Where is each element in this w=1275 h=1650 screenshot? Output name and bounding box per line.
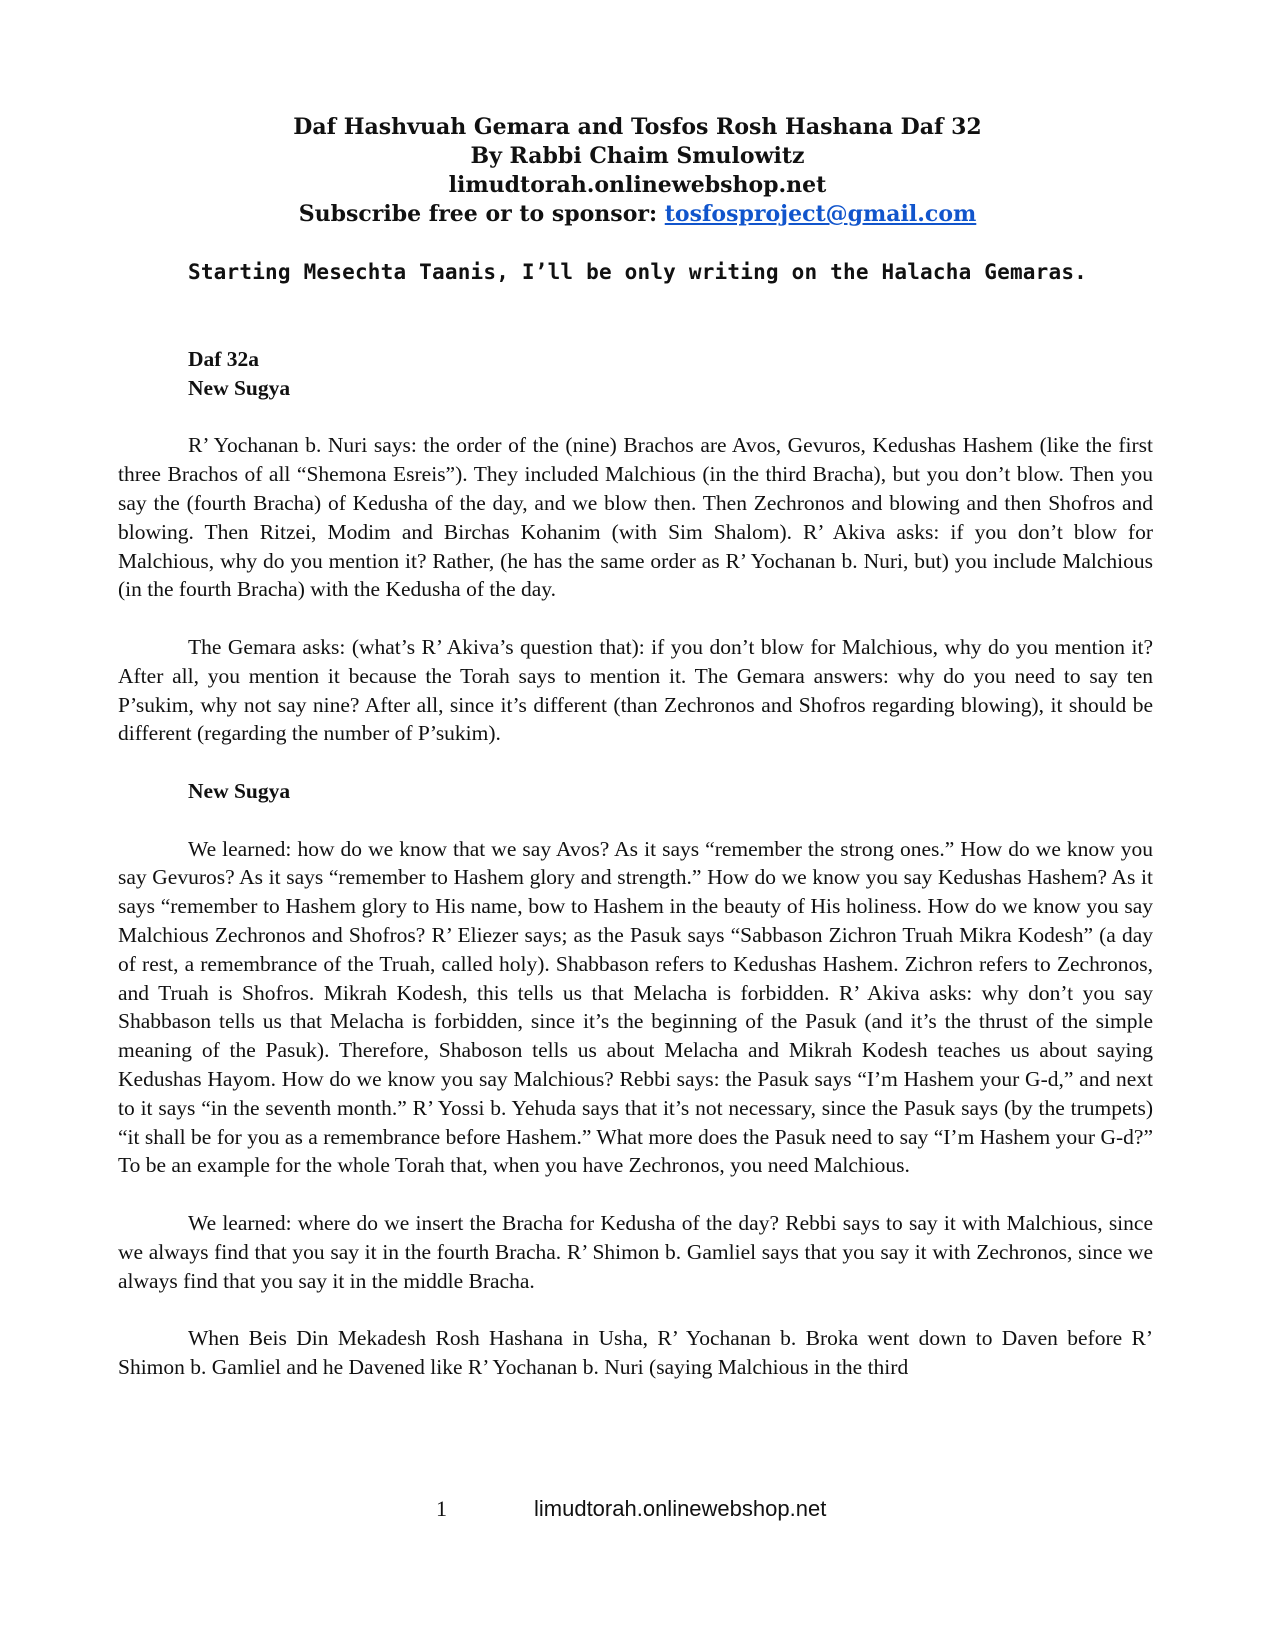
document-body	[118, 345, 1153, 1382]
author-line: By Rabbi Chaim Smulowitz	[470, 143, 805, 169]
paragraph: When Beis Din Mekadesh Rosh Hashana in Usha, R’ Yochanan b. Broka went down to Daven before R’ Shimon b. Gamliel and he Davened like R’ Yochanan b. Nuri (saying Malchious in the third	[118, 1326, 1153, 1379]
email-link[interactable]: tosfosproject@gmail.com	[664, 201, 977, 227]
section-heading: New Sugya	[188, 778, 291, 803]
notice-banner: Starting Mesechta Taanis, I’ll be only writing on the Halacha Gemaras.	[187, 260, 1087, 284]
paragraph: R’ Yochanan b. Nuri says: the order of the (nine) Brachos are Avos, Gevuros, Kedushas Hashem (like the first three Brachos of all “Shemona Esreis”). They included Malchious (in the third Bracha), but you don’t blow. Then you say the (fourth Bracha) of Kedusha of the day, and we blow then. Then Zechronos and blowing and then Shofros and blowing. Then Ritzei, Modim and Birchas Kohanim (with Sim Shalom). R’ Akiva asks: if you don’t blow for Malchious, why do you mention it? Rather, (he has the same order as R’ Yochanan b. Nuri, but) you include Malchious (in the fourth Bracha) with the Kedusha of the day.	[118, 433, 1153, 602]
paragraph: We learned: how do we know that we say Avos? As it says “remember the strong ones.” How do we know you say Gevuros? As it says “remember to Hashem glory and strength.” How do we know you say Kedushas Hashem? As it says “remember to Hashem glory to His name, bow to Hashem in the beauty of His holiness. How do we know you say Malchious Zechronos and Shofros? R’ Eliezer says; as the Pasuk says “Sabbason Zichron Truah Mikra Kodesh” (a day of rest, a remembrance of the Truah, called holy). Shabbason refers to Kedushas Hashem. Zichron refers to Zechronos, and Truah is Shofros. Mikrah Kodesh, this tells us that Melacha is forbidden. R’ Akiva asks: why don’t you say Shabbason tells us that Melacha is forbidden, since it’s the beginning of the Pasuk (and it’s the thrust of the simple meaning of the Pasuk). Therefore, Shaboson tells us about Melacha and Mikrah Kodesh teaches us about saying Kedushas Hayom. How do we know you say Malchious? Rebbi says: the Pasuk says “I’m Hashem your G-d,” and next to it says “in the seventh month.” R’ Yossi b. Yehuda says that it’s not necessary, since the Pasuk says (by the trumpets) “it shall be for you as a remembrance before Hashem.” What more does the Pasuk need to say “I’m Hashem your G-d?” To be an example for the whole Torah that, when you have Zechronos, you need Malchious.	[118, 836, 1153, 1178]
document-header	[0, 113, 1275, 229]
subscribe-label: Subscribe free or to sponsor:	[298, 201, 665, 227]
document-title: Daf Hashvuah Gemara and Tosfos Rosh Hashana Daf 32	[293, 114, 982, 140]
subscribe-line	[0, 200, 1275, 229]
footer-website: limudtorah.onlinewebshop.net	[534, 1496, 827, 1521]
website-line: limudtorah.onlinewebshop.net	[448, 172, 827, 198]
daf-heading: Daf 32a	[188, 347, 260, 371]
paragraph: The Gemara asks: (what’s R’ Akiva’s question that): if you don’t blow for Malchious, why do you mention it? After all, you mention it because the Torah says to mention it. The Gemara answers: why do you need to say ten P’sukim, why not say nine? After all, since it’s different (than Zechronos and Shofros regarding blowing), it should be different (regarding the number of P’sukim).	[118, 634, 1153, 746]
section-heading: New Sugya	[188, 375, 291, 400]
paragraph: We learned: where do we insert the Bracha for Kedusha of the day? Rebbi says to say it with Malchious, since we always find that you say it in the fourth Bracha. R’ Shimon b. Gamliel says that you say it with Zechronos, since we always find that you say it in the middle Bracha.	[118, 1210, 1153, 1293]
page-number: 1	[436, 1496, 447, 1521]
